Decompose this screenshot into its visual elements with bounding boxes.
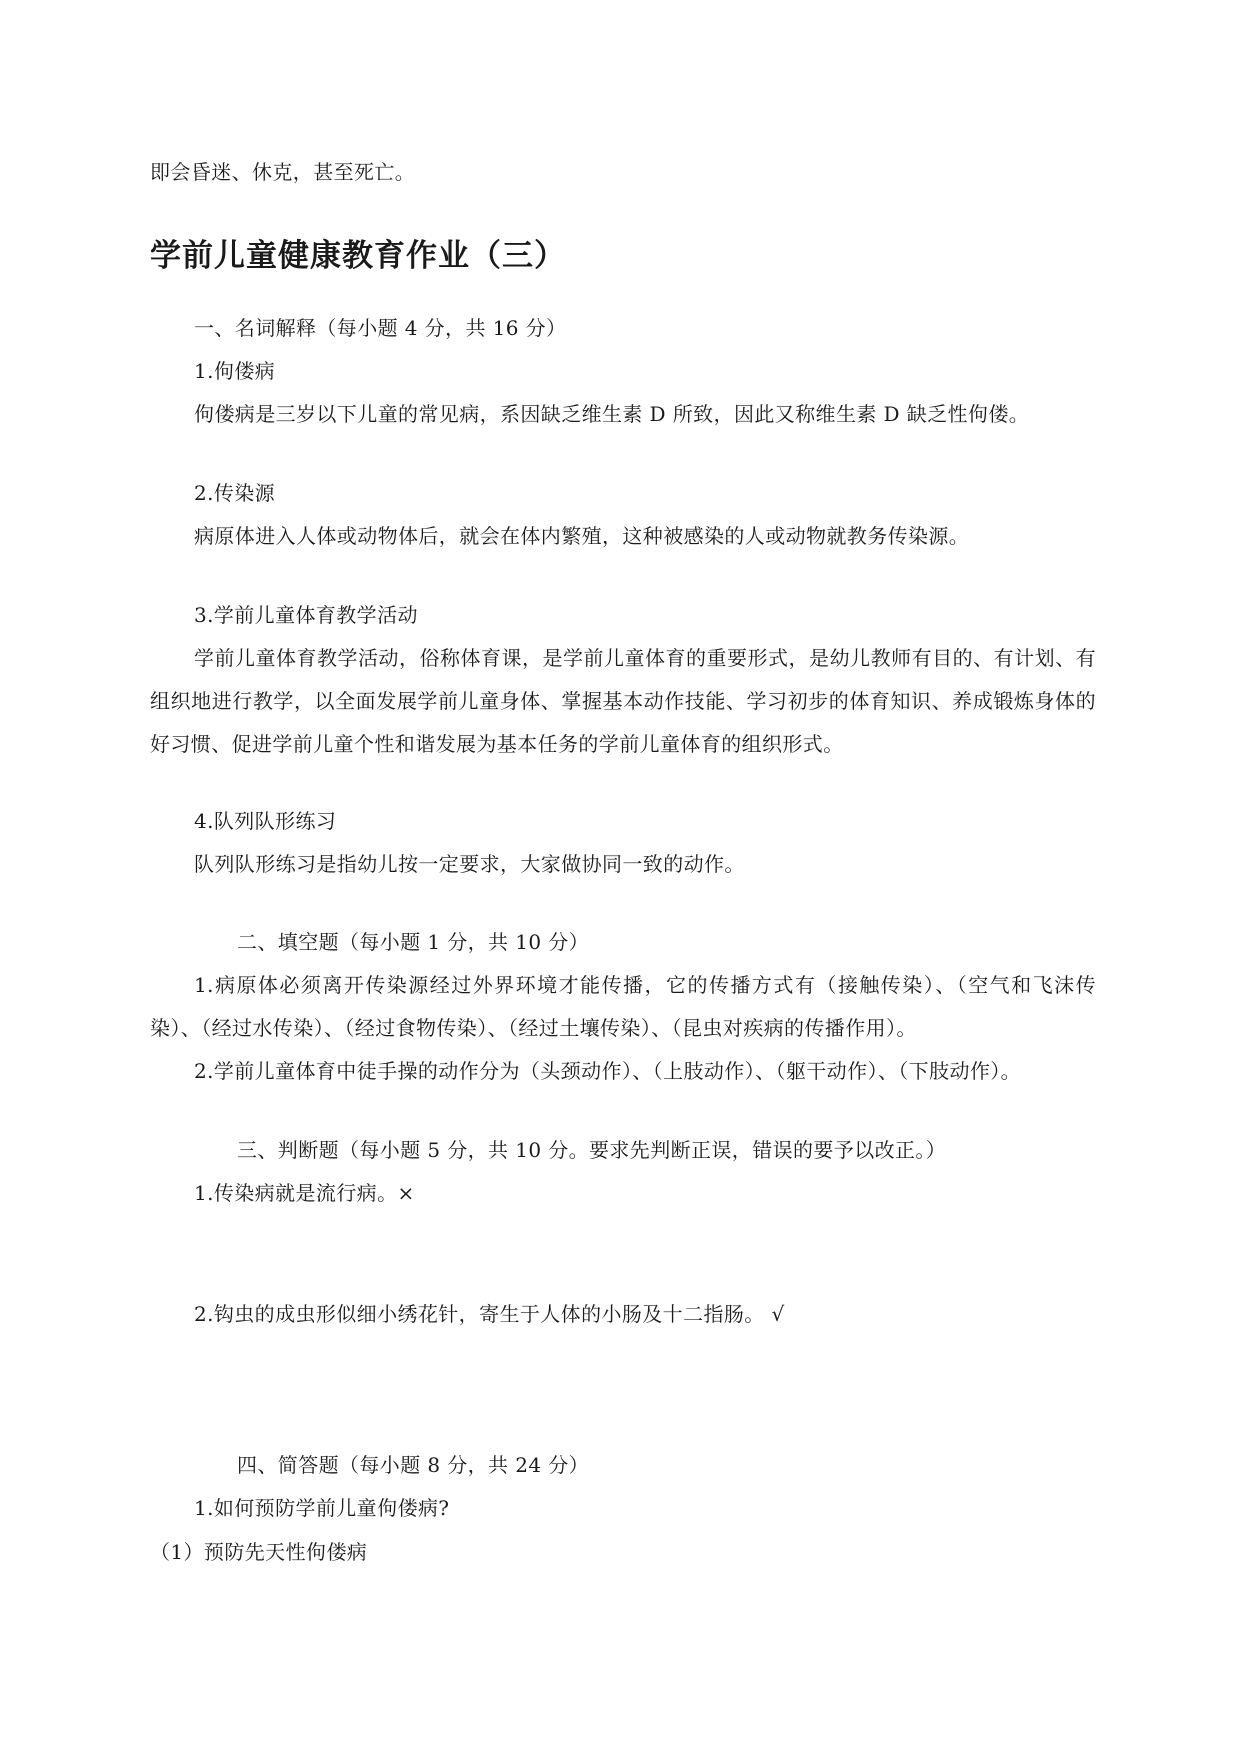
term-3: 3.学前儿童体育教学活动	[194, 603, 418, 627]
term-1: 1.佝偻病	[194, 359, 276, 383]
fill-question-1: 1.病原体必须离开传染源经过外界环境才能传播，它的传播方式有（接触传染）、（空气和飞沫传染）、（经过水传染）、（经过食物传染）、（经过土壤传染）、（昆虫对疾病的传播作用）。	[150, 973, 1096, 1040]
definition-3: 学前儿童体育教学活动，俗称体育课，是学前儿童体育的重要形式，是幼儿教师有目的、有计划、有组织地进行教学，以全面发展学前儿童身体、掌握基本动作技能、学习初步的体育知识、养成锻炼身体的好习惯、促进学前儿童个性和谐发展为基本任务的学前儿童体育的组织形式。	[150, 646, 1096, 756]
definition-3-block	[150, 637, 1096, 766]
answer-part-1: （1）预防先天性佝偻病	[150, 1540, 368, 1564]
judge-question-2: 2.钩虫的成虫形似细小绣花针，寄生于人体的小肠及十二指肠。 √	[194, 1302, 785, 1326]
judge-question-1: 1.传染病就是流行病。×	[194, 1181, 415, 1205]
section1-heading: 一、名词解释（每小题 4 分，共 16 分）	[194, 316, 567, 340]
section3-heading: 三、判断题（每小题 5 分，共 10 分。要求先判断正误，错误的要予以改正。）	[237, 1138, 947, 1162]
definition-2: 病原体进入人体或动物体后，就会在体内繁殖，这种被感染的人或动物就教务传染源。	[194, 524, 970, 548]
section4-heading: 四、简答题（每小题 8 分，共 24 分）	[237, 1453, 590, 1477]
fill-question-2: 2.学前儿童体育中徒手操的动作分为（头颈动作）、（上肢动作）、（躯干动作）、（下肢动作）。	[194, 1059, 1022, 1083]
short-answer-question-1: 1.如何预防学前儿童佝偻病?	[194, 1496, 450, 1520]
page-title: 学前儿童健康教育作业（三）	[150, 238, 566, 274]
term-4: 4.队列队形练习	[194, 809, 337, 833]
fill-q1-block	[150, 964, 1096, 1050]
section2-heading: 二、填空题（每小题 1 分，共 10 分）	[237, 930, 590, 954]
definition-1: 佝偻病是三岁以下儿童的常见病，系因缺乏维生素 D 所致，因此又称维生素 D 缺乏性佝偻。	[194, 402, 1030, 426]
term-2: 2.传染源	[194, 481, 276, 505]
definition-4: 队列队形练习是指幼儿按一定要求，大家做协同一致的动作。	[194, 852, 745, 876]
carryover-text: 即会昏迷、休克，甚至死亡。	[150, 160, 416, 184]
